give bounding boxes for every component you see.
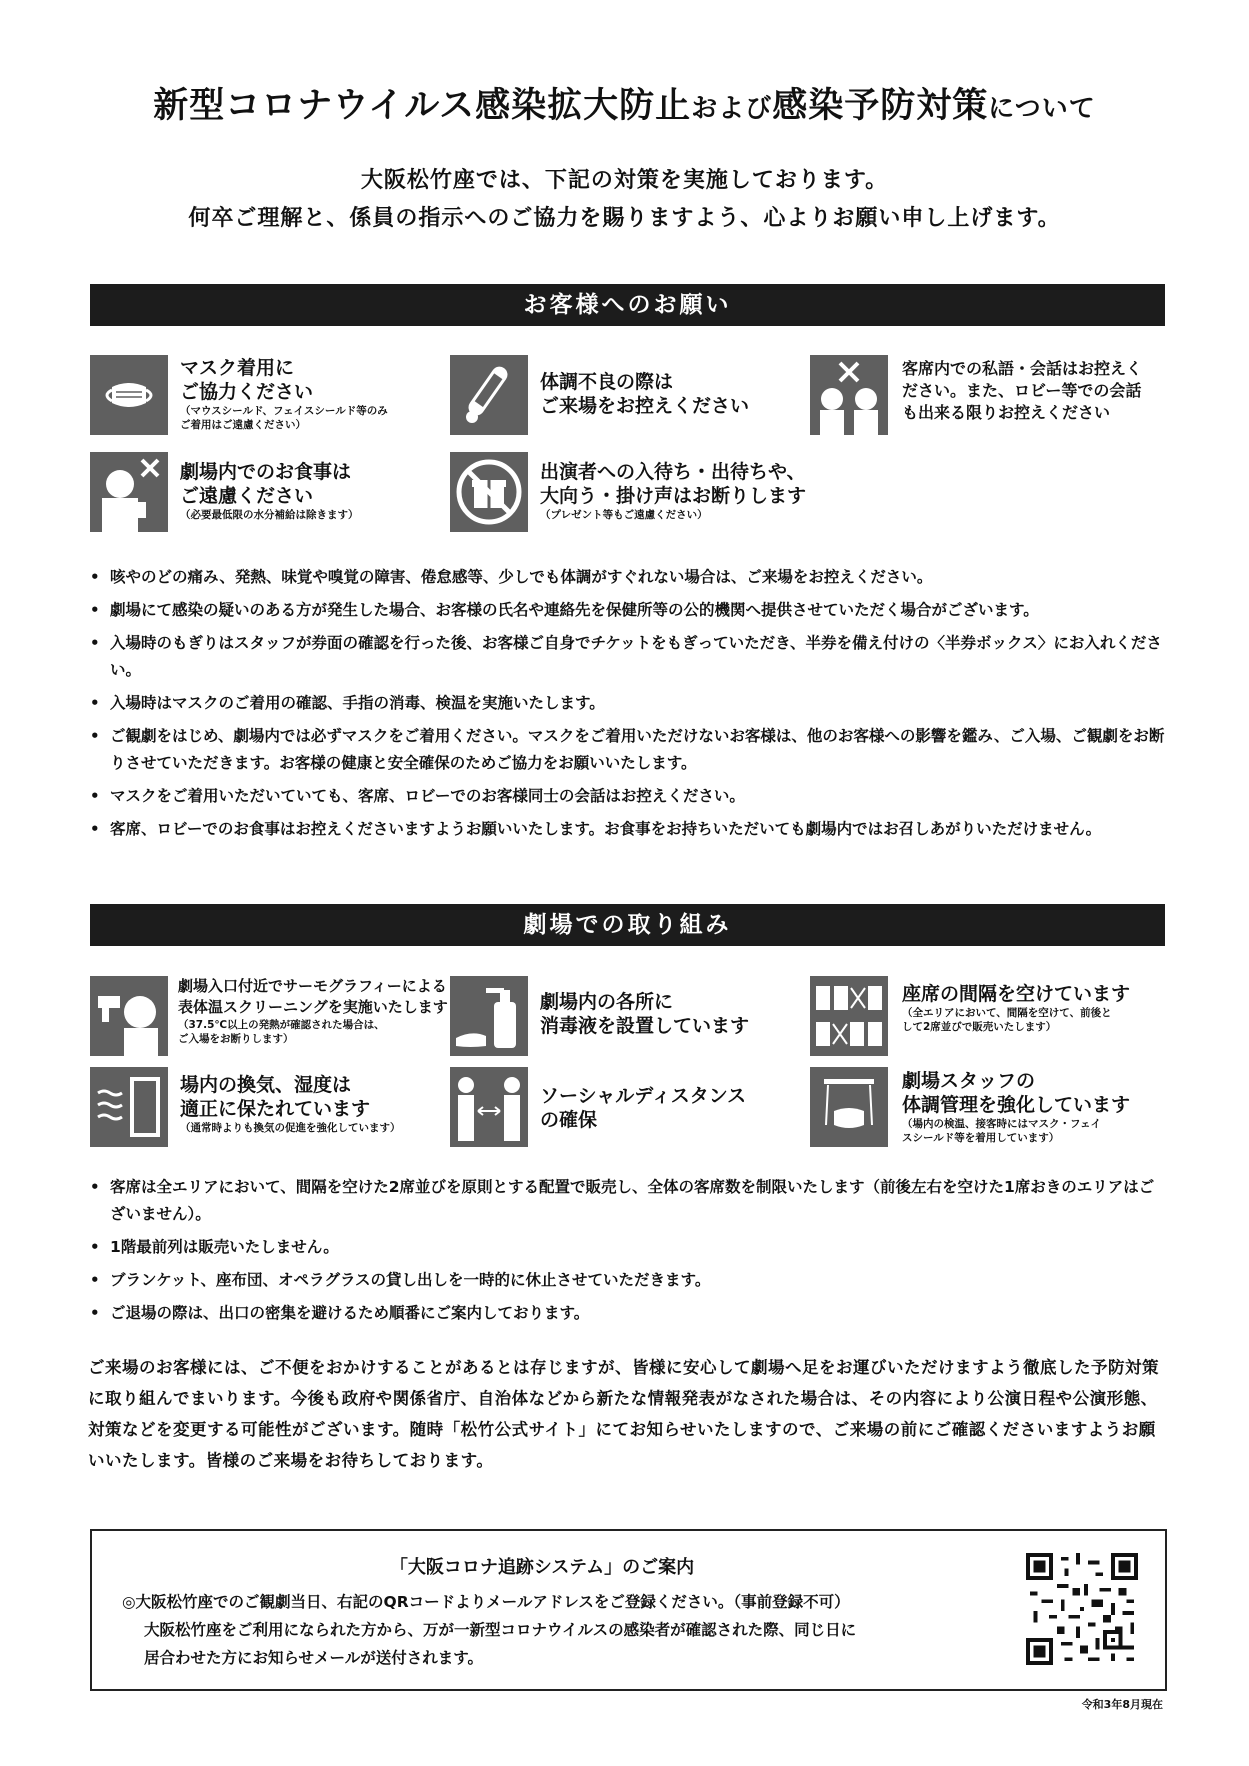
measure-social-distance-text: ソーシャルディスタンス の確保: [540, 1085, 747, 1131]
measure-seat-spacing-text: 座席の間隔を空けています （全エリアにおいて、間隔を空けて、前後と して2席並びで販売いたします）: [902, 983, 1131, 1033]
measure-thermography-text: 劇場入口付近でサーモグラフィーによる 表体温スクリーニングを実施いたします （37.5℃以上の発熱が確認された場合は、 ご入場をお断りします）: [178, 977, 448, 1045]
thermography-icon: [90, 976, 168, 1056]
no-gift-icon: [450, 452, 528, 532]
qr-code[interactable]: [1026, 1553, 1138, 1665]
list-item: • ブランケット、座布団、オペラグラスの貸し出しを一時的に休止させていただきます。: [90, 1267, 1165, 1294]
list-item: • 1階最前列は販売いたしません。: [90, 1234, 1165, 1261]
ventilation-icon: [90, 1067, 168, 1147]
closing-paragraph: ご来場のお客様には、ご不便をおかけすることがあるとは存じますが、皆様に安心して劇場へ足をお運びいただけますよう徹底した予防対策に取り組んでまいります。今後も政府や関係省庁、自治体などから新たな情報発表がなされた場合は、その内容により公演日程や公演形態、対策などを変更する可能性がございます。随時「松竹公式サイト」にてお知らせいたしますので、ご来場の前にご確認くださいますようお願いいたします。皆様のご来場をお待ちしております。: [88, 1358, 1159, 1470]
measure-ventilation-text: 場内の換気、湿度は 適正に保たれています （通常時よりも換気の促進を強化しています）: [180, 1074, 401, 1134]
sanitizer-icon: [450, 976, 528, 1056]
intro-line-2: 何卒ご理解と、係員の指示へのご協力を賜りますよう、心よりお願い申し上げます。: [188, 206, 1061, 231]
mask-icon: [90, 355, 168, 435]
no-talking-icon: [810, 355, 888, 435]
section-heading-measures: 劇場での取り組み: [90, 904, 1165, 946]
measure-sanitizer-text: 劇場内の各所に 消毒液を設置しています: [540, 991, 750, 1037]
list-item: • ご観劇をはじめ、劇場内では必ずマスクをご着用ください。マスクをご着用いただけないお客様は、他のお客様への影響を鑑み、ご入場、ご観劇をお断りさせていただきます。お客様の健康と安全確保のためご協力をお願いいたします。: [90, 723, 1165, 777]
thermometer-icon: [450, 355, 528, 435]
list-item: • 入場時のもぎりはスタッフが券面の確認を行った後、お客様ご自身でチケットをもぎっていただき、半券を備え付けの〈半券ボックス〉にお入れください。: [90, 630, 1165, 684]
box-line-2: 大阪松竹座をご利用になられた方から、万が一新型コロナウイルスの感染者が確認された際、同じ日に: [144, 1621, 857, 1639]
section-heading-requests: お客様へのお願い: [90, 284, 1165, 326]
intro-line-1: 大阪松竹座では、下記の対策を実施しております。: [360, 168, 889, 193]
request-no-gift-text: 出演者への入待ち・出待ちや、 大向う・掛け声はお断りします （プレゼント等もご遠慮ください）: [540, 461, 807, 521]
list-item: • マスクをご着用いただいていても、客席、ロビーでのお客様同士の会話はお控えください。: [90, 783, 1165, 810]
request-health-text: 体調不良の際は ご来場をお控えください: [540, 371, 750, 417]
list-item: • 客席は全エリアにおいて、間隔を空けた2席並びを原則とする配置で販売し、全体の客席数を制限いたします（前後左右を空けた1席おきのエリアはございません）。: [90, 1174, 1165, 1228]
box-line-3: 居合わせた方にお知らせメールが送付されます。: [144, 1649, 483, 1667]
tracking-system-box: [90, 1529, 1167, 1691]
list-item: • 劇場にて感染の疑いのある方が発生した場合、お客様の氏名や連絡先を保健所等の公的機関へ提供させていただく場合がございます。: [90, 597, 1165, 624]
list-item: • ご退場の際は、出口の密集を避けるため順番にご案内しております。: [90, 1300, 1165, 1327]
request-mask-text: マスク着用に ご協力ください （マウスシールド、フェイスシールド等のみ ご着用はご遠慮ください）: [180, 357, 388, 431]
staff-mask-icon: [810, 1067, 888, 1147]
requests-list: [90, 564, 1165, 849]
seat-spacing-icon: [810, 976, 888, 1056]
measure-staff-health-text: 劇場スタッフの 体調管理を強化しています （場内の検温、接客時にはマスク・フェイ スシールド等を着用しています）: [902, 1070, 1131, 1144]
intro-text: [0, 162, 1249, 238]
list-item: • 客席、ロビーでのお食事はお控えくださいますようお願いいたします。お食事をお持ちいただいても劇場内ではお召しあがりいただけません。: [90, 816, 1165, 843]
request-no-eating-text: 劇場内でのお食事は ご遠慮ください （必要最低限の水分補給は除きます）: [180, 461, 359, 521]
box-line-1: ◎大阪松竹座でのご観劇当日、右記のQRコードよりメールアドレスをご登録ください。（事前登録不可）: [122, 1593, 850, 1611]
social-distance-icon: [450, 1067, 528, 1147]
list-item: • 咳やのどの痛み、発熱、味覚や嗅覚の障害、倦怠感等、少しでも体調がすぐれない場合は、ご来場をお控えください。: [90, 564, 1165, 591]
page-title: 新型コロナウイルス感染拡大防止および感染予防対策について: [153, 86, 1096, 126]
date-note: 令和3年8月現在: [1081, 1698, 1163, 1711]
box-title: 「大阪コロナ追跡システム」のご案内: [389, 1557, 695, 1578]
no-eating-icon: [90, 452, 168, 532]
request-no-talking-text: 客席内での私語・会話はお控えく ださい。また、ロビー等での会話 も出来る限りお控えください: [902, 359, 1143, 422]
measures-list: [90, 1174, 1165, 1333]
list-item: • 入場時はマスクのご着用の確認、手指の消毒、検温を実施いたします。: [90, 690, 1165, 717]
